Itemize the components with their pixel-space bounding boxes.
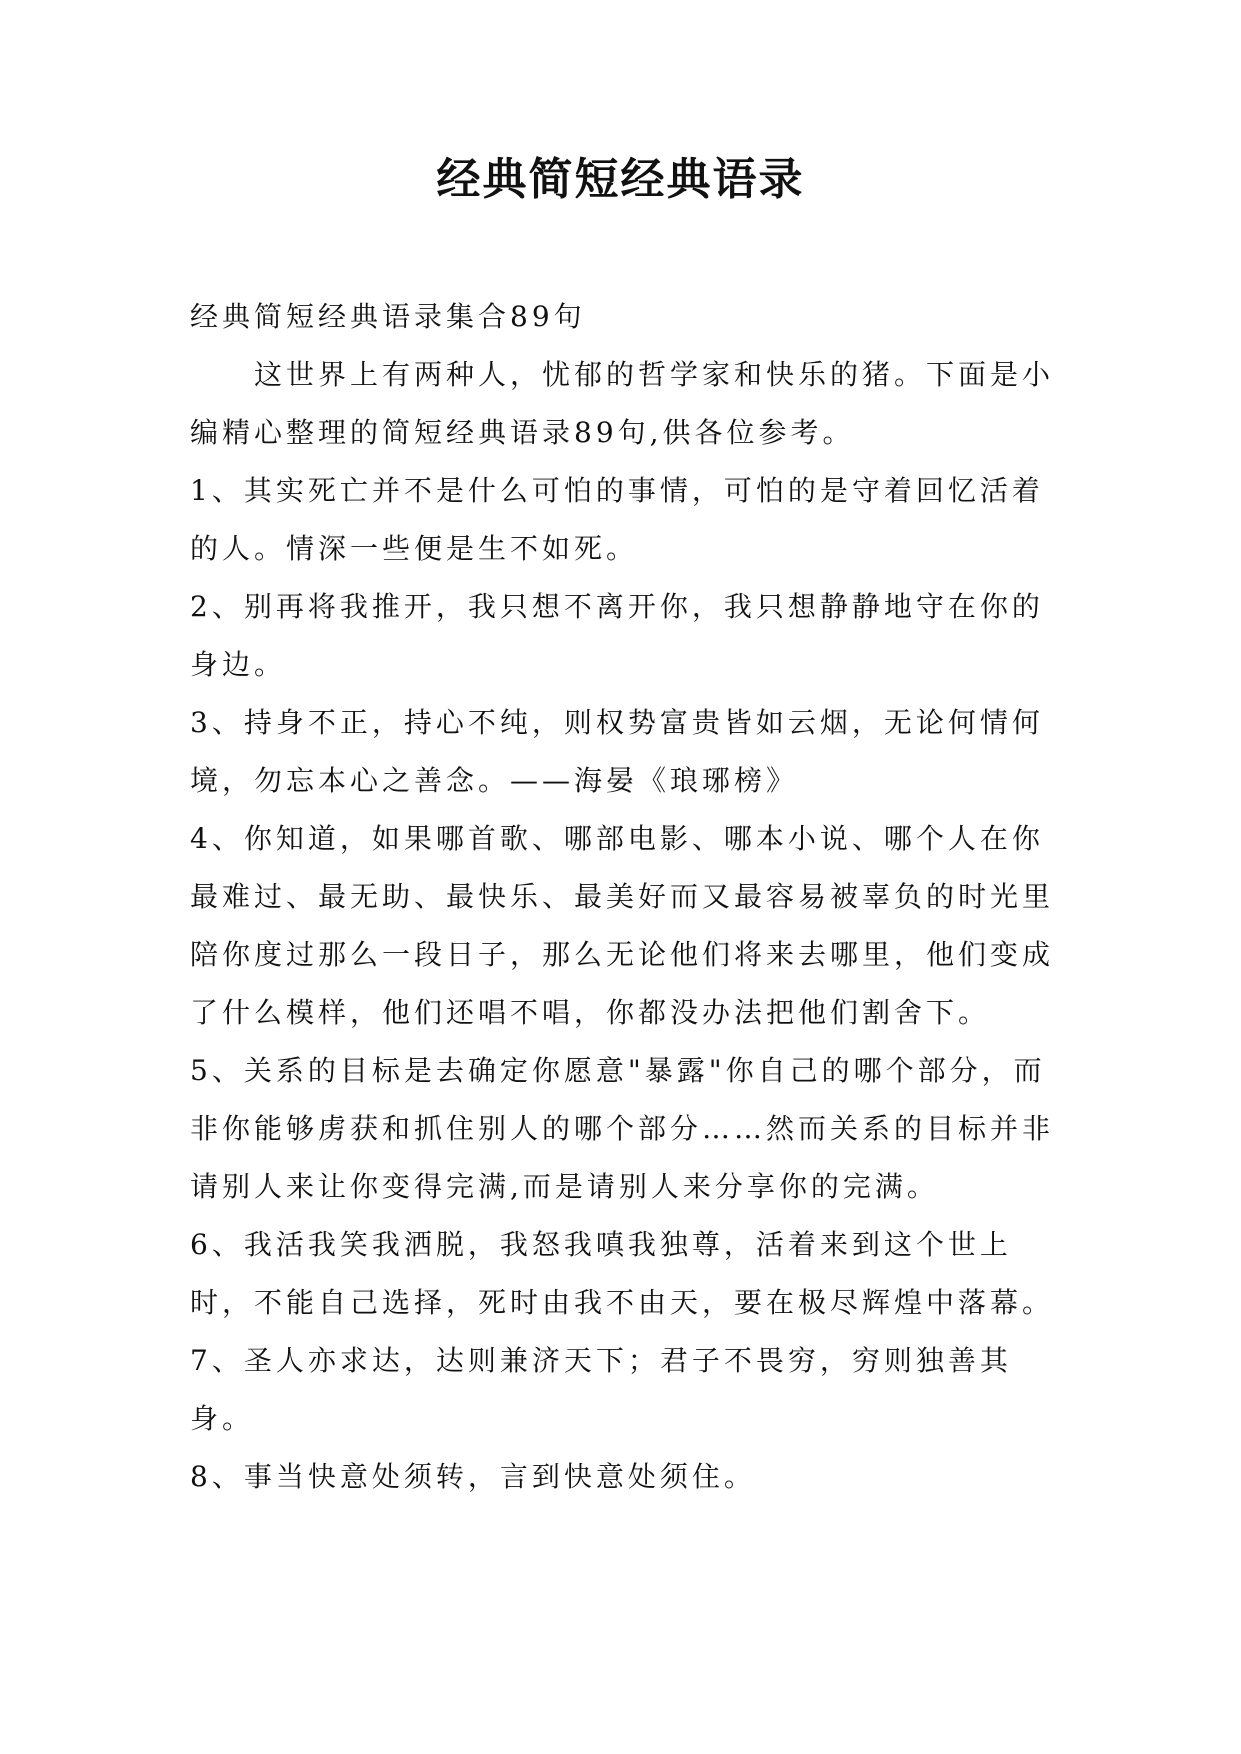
quote-item: 4、你知道，如果哪首歌、哪部电影、哪本小说、哪个人在你最难过、最无助、最快乐、最美好而又最容易被辜负的时光里陪你度过那么一段日子，那么无论他们将来去哪里，他们变成了什么模样，他们还唱不唱，你都没办法把他们割舍下。 [190, 822, 1055, 1029]
quote-item: 7、圣人亦求达，达则兼济天下；君子不畏穷，穷则独善其身。 [190, 1344, 1012, 1435]
document-body [190, 288, 1060, 1506]
document-title: 经典简短经典语录 [436, 154, 805, 205]
quote-item: 6、我活我笑我洒脱，我怒我嗔我独尊，活着来到这个世上时，不能自己选择，死时由我不由天，要在极尽辉煌中落幕。 [190, 1228, 1055, 1319]
quote-item: 5、关系的目标是去确定你愿意"暴露"你自己的哪个部分，而非你能够虏获和抓住别人的哪个部分……然而关系的目标并非请别人来让你变得完满,而是请别人来分享你的完满。 [190, 1054, 1055, 1203]
intro-paragraph: 这世界上有两种人，忧郁的哲学家和快乐的猪。下面是小编精心整理的简短经典语录89句,供各位参考。 [190, 358, 1055, 449]
quote-item: 1、其实死亡并不是什么可怕的事情，可怕的是守着回忆活着的人。情深一些便是生不如死。 [190, 474, 1044, 565]
quote-item: 2、别再将我推开，我只想不离开你，我只想静静地守在你的身边。 [190, 590, 1044, 681]
quote-item: 3、持身不正，持心不纯，则权势富贵皆如云烟，无论何情何境，勿忘本心之善念。——海晏《琅琊榜》 [190, 706, 1044, 797]
quote-item: 8、事当快意处须转，言到快意处须住。 [190, 1460, 756, 1493]
document-subtitle: 经典简短经典语录集合89句 [190, 300, 586, 333]
